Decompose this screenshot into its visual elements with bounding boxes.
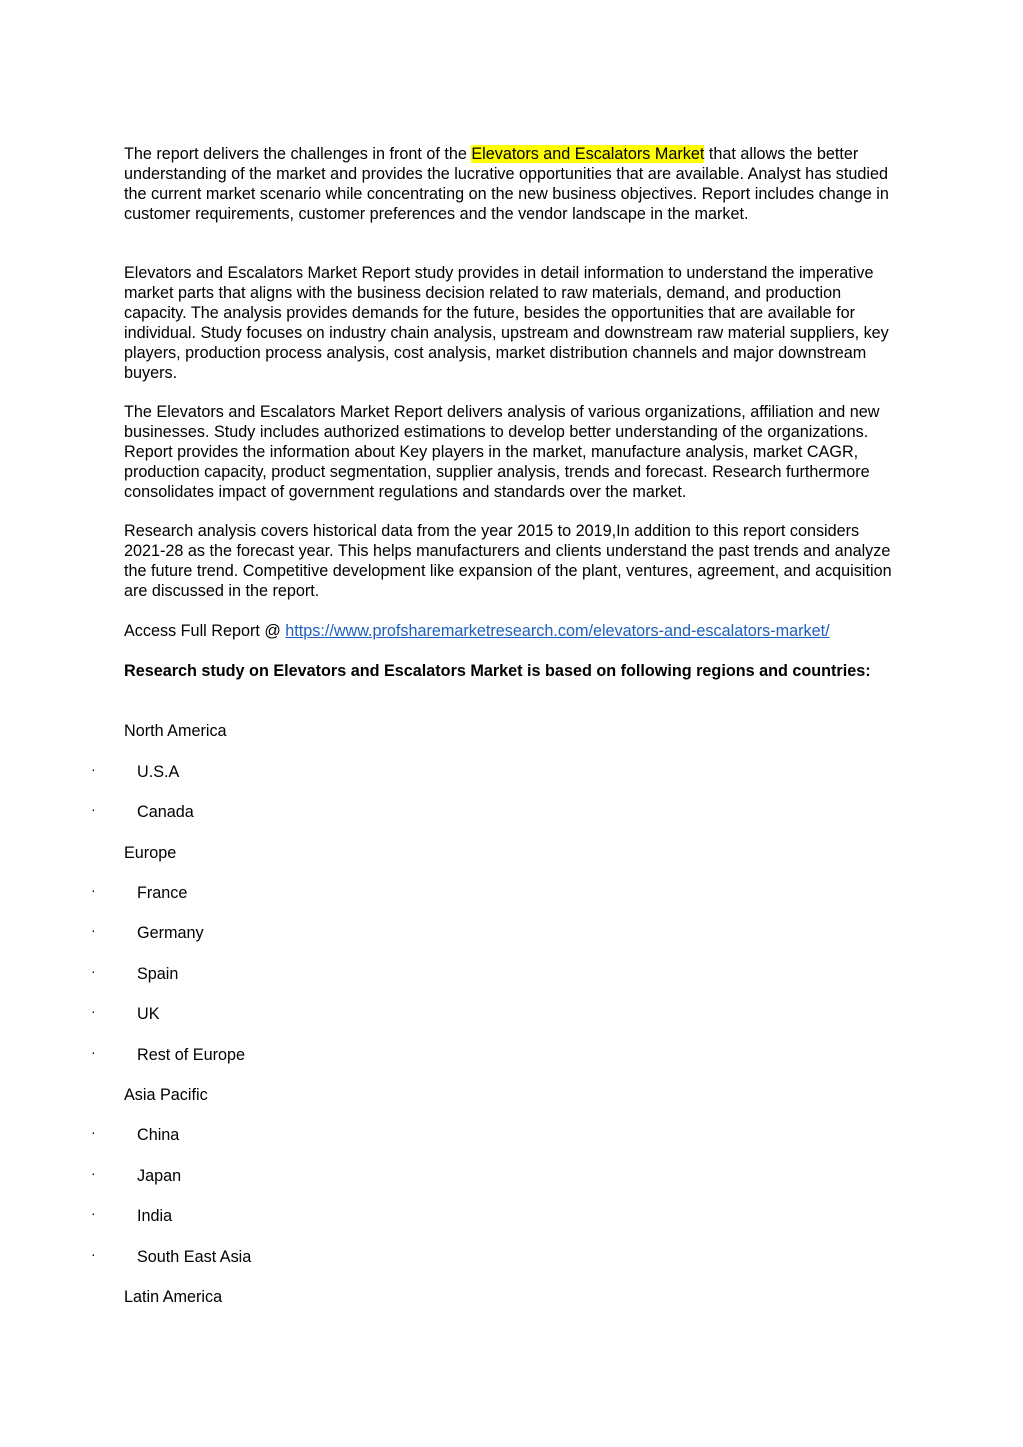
regions-heading: Research study on Elevators and Escalators Market is based on following regions and countries:	[124, 662, 871, 680]
bullet-icon: ·	[91, 1246, 96, 1262]
bullet-icon: ·	[91, 801, 96, 817]
country-label: Germany	[137, 924, 204, 942]
country-label: Rest of Europe	[137, 1046, 245, 1064]
region-north-america: North America	[124, 722, 227, 740]
country-label: India	[137, 1207, 173, 1225]
historical-data-paragraph: Research analysis covers historical data from the year 2015 to 2019,In addition to this report considers 2021-28 as the forecast year. This helps manufacturers and clients understand the past trends and analyze the future trend. Competitive development like expansion of the plant, ventures, agreement, and acquisition are discussed in the report.	[124, 522, 892, 600]
country-label: Canada	[137, 803, 194, 821]
bullet-icon: ·	[91, 1124, 96, 1140]
country-label: South East Asia	[137, 1248, 252, 1266]
list-item	[0, 1167, 700, 1187]
bullet-icon: ·	[91, 882, 96, 898]
bullet-icon: ·	[91, 1165, 96, 1181]
country-label: Spain	[137, 965, 179, 983]
list-item	[0, 803, 700, 823]
country-label: UK	[137, 1005, 160, 1023]
highlighted-market-name: Elevators and Escalators Market	[471, 145, 705, 163]
list-item	[0, 763, 700, 783]
intro-paragraph	[124, 145, 902, 225]
list-item	[0, 965, 700, 985]
country-label: Japan	[137, 1167, 182, 1185]
bullet-icon: ·	[91, 1003, 96, 1019]
bullet-icon: ·	[91, 1205, 96, 1221]
organizations-paragraph: The Elevators and Escalators Market Report delivers analysis of various organizations, affiliation and new businesses. Study includes authorized estimations to develop better understanding of the organizations. Report provides the information about Key players in the market, manufacture analysis, market CAGR, production capacity, product segmentation, supplier analysis, trends and forecast. Research furthermore consolidates impact of government regulations and standards over the market.	[124, 403, 880, 501]
list-item	[0, 1046, 700, 1066]
list-item	[0, 1248, 700, 1268]
bullet-icon: ·	[91, 1044, 96, 1060]
intro-text-before: The report delivers the challenges in front of the	[124, 145, 472, 163]
list-item	[0, 884, 700, 904]
region-asia-pacific: Asia Pacific	[124, 1086, 208, 1104]
bullet-icon: ·	[91, 922, 96, 938]
bullet-icon: ·	[91, 761, 96, 777]
bullet-icon: ·	[91, 963, 96, 979]
list-item	[0, 1005, 700, 1025]
study-paragraph: Elevators and Escalators Market Report study provides in detail information to understand the imperative market parts that aligns with the business decision related to raw materials, demand, and production capacity. The analysis provides demands for the future, besides the opportunities that are available for individual. Study focuses on industry chain analysis, upstream and downstream raw material suppliers, key players, production process analysis, cost analysis, market distribution channels and major downstream buyers.	[124, 264, 889, 382]
access-report-label: Access Full Report @	[124, 622, 286, 640]
list-item	[0, 924, 700, 944]
country-label: China	[137, 1126, 180, 1144]
country-label: France	[137, 884, 188, 902]
intro-text-after: that allows the better understanding of the market and provides the lucrative opportunities that are available. Analyst has studied the current market scenario while concentrating on the new business objectives. Report includes change in customer requirements, customer preferences and the vendor landscape in the market.	[124, 145, 889, 223]
country-label: U.S.A	[137, 763, 180, 781]
list-item	[0, 1207, 700, 1227]
report-link[interactable]: https://www.profsharemarketresearch.com/elevators-and-escalators-market/	[285, 622, 830, 640]
region-europe: Europe	[124, 844, 177, 862]
list-item	[0, 1126, 700, 1146]
region-latin-america: Latin America	[124, 1288, 223, 1306]
access-report-line	[124, 622, 902, 642]
